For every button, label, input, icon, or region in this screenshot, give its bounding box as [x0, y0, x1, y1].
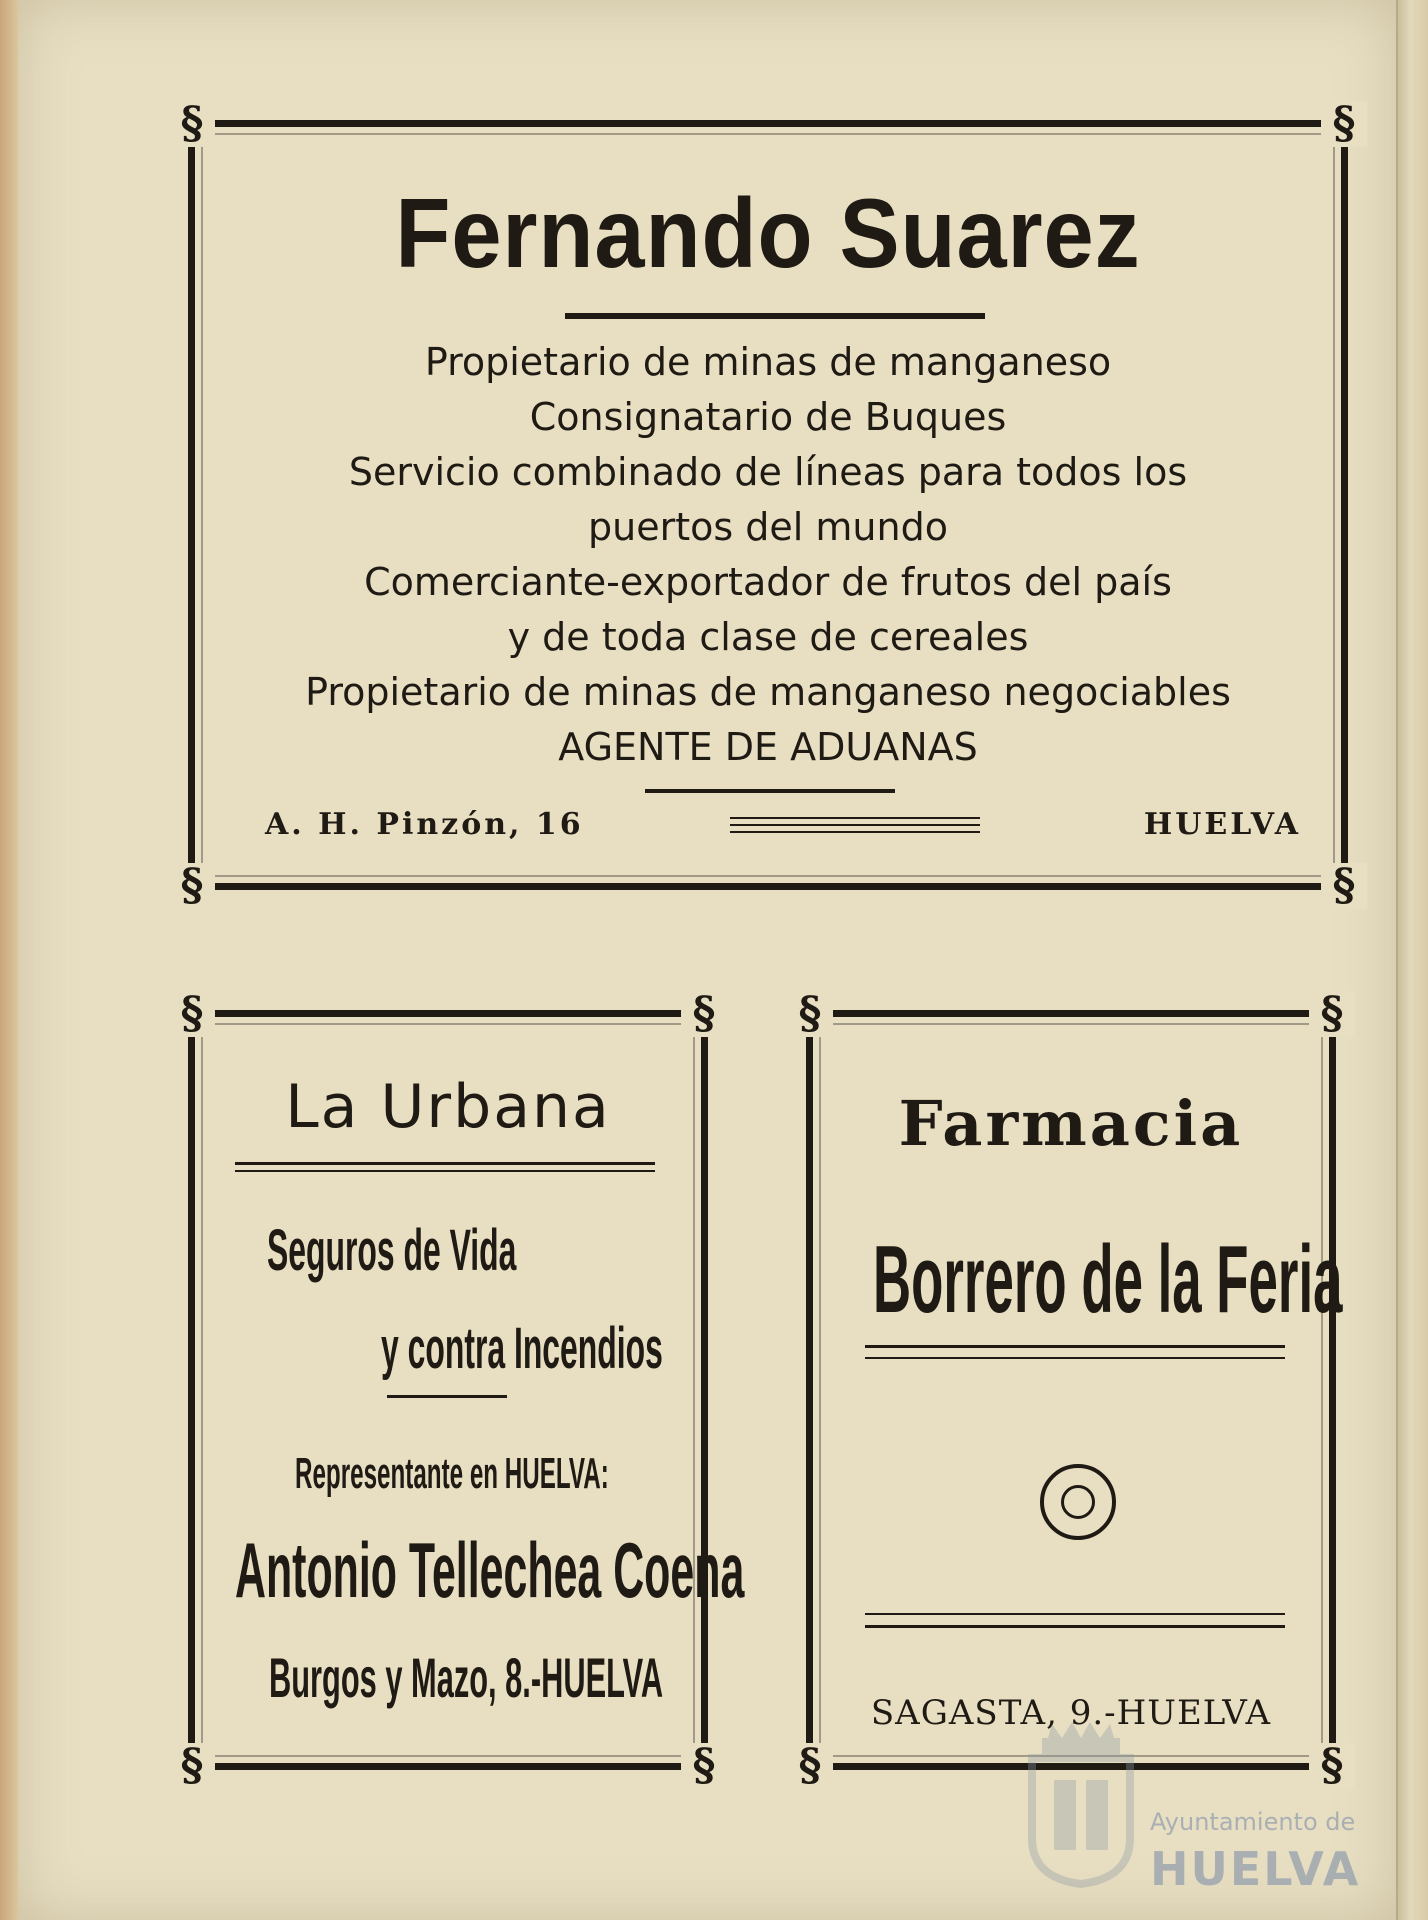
ad-line: Consignatario de Buques: [529, 395, 1007, 439]
ad-la-urbana: [180, 988, 745, 1791]
rep-name: Antonio Tellechea Coena: [235, 1526, 745, 1614]
ad-line: Propietario de minas de manganeso: [424, 340, 1112, 384]
divider-rule: [387, 1395, 507, 1398]
ad-line: y contra Incendios: [381, 1316, 663, 1381]
address-rule: [730, 817, 980, 819]
ad-line: Comerciante-exportador de frutos del país: [364, 560, 1172, 604]
pharmacy-name: Borrero de la Feria: [873, 1226, 1343, 1333]
ad-city: HUELVA: [1143, 807, 1301, 842]
page-edge-right: [1396, 0, 1428, 1920]
divider-rule: [645, 789, 895, 793]
rep-label: Representante en HUELVA:: [295, 1449, 609, 1498]
corner-scroll-icon: §: [681, 1743, 727, 1789]
corner-scroll-icon: §: [169, 101, 215, 147]
ad-line: AGENTE DE ADUANAS: [558, 725, 978, 769]
coat-of-arms-icon: [1022, 1718, 1140, 1888]
ad-title: Farmacia: [898, 1087, 1244, 1160]
corner-scroll-icon: §: [787, 991, 833, 1037]
corner-scroll-icon: §: [681, 991, 727, 1037]
ad-address: A. H. Pinzón, 16: [265, 807, 584, 842]
divider-rule: [865, 1357, 1285, 1359]
ad-line: Servicio combinado de líneas para todos los: [348, 450, 1188, 494]
ad-line: puertos del mundo: [588, 505, 948, 549]
ad-title: La Urbana: [285, 1072, 611, 1142]
divider-rule: [865, 1345, 1285, 1348]
ad-description: [195, 335, 1341, 775]
title-rule: [235, 1170, 655, 1172]
title-rule: [565, 313, 985, 319]
corner-scroll-icon: §: [1309, 1743, 1355, 1789]
pharmacy-emblem-icon: [1040, 1464, 1116, 1540]
ad-address: Burgos y Mazo, 8.-HUELVA: [269, 1646, 664, 1709]
corner-scroll-icon: §: [1321, 863, 1367, 909]
address-rule: [730, 824, 980, 826]
page-edge-left: [0, 0, 18, 1920]
watermark-line2: HUELVA: [1150, 1842, 1361, 1896]
title-rule: [235, 1162, 655, 1165]
ad-fernando-suarez: [180, 98, 1356, 911]
corner-scroll-icon: §: [169, 991, 215, 1037]
ad-title: Fernando Suarez: [395, 178, 1141, 288]
corner-scroll-icon: §: [1309, 991, 1355, 1037]
divider-rule: [865, 1613, 1285, 1615]
ad-address: SAGASTA, 9.-HUELVA: [870, 1693, 1272, 1733]
corner-scroll-icon: §: [787, 1743, 833, 1789]
corner-scroll-icon: §: [169, 1743, 215, 1789]
watermark-line1: Ayuntamiento de: [1150, 1808, 1356, 1836]
address-rule: [730, 831, 980, 833]
corner-scroll-icon: §: [169, 863, 215, 909]
ad-line: y de toda clase de cereales: [507, 615, 1029, 659]
ad-farmacia: [798, 988, 1344, 1791]
corner-scroll-icon: §: [1321, 101, 1367, 147]
ad-line: Seguros de Vida: [267, 1218, 517, 1283]
divider-rule: [865, 1625, 1285, 1628]
ad-line: Propietario de minas de manganeso negociables: [305, 670, 1231, 714]
